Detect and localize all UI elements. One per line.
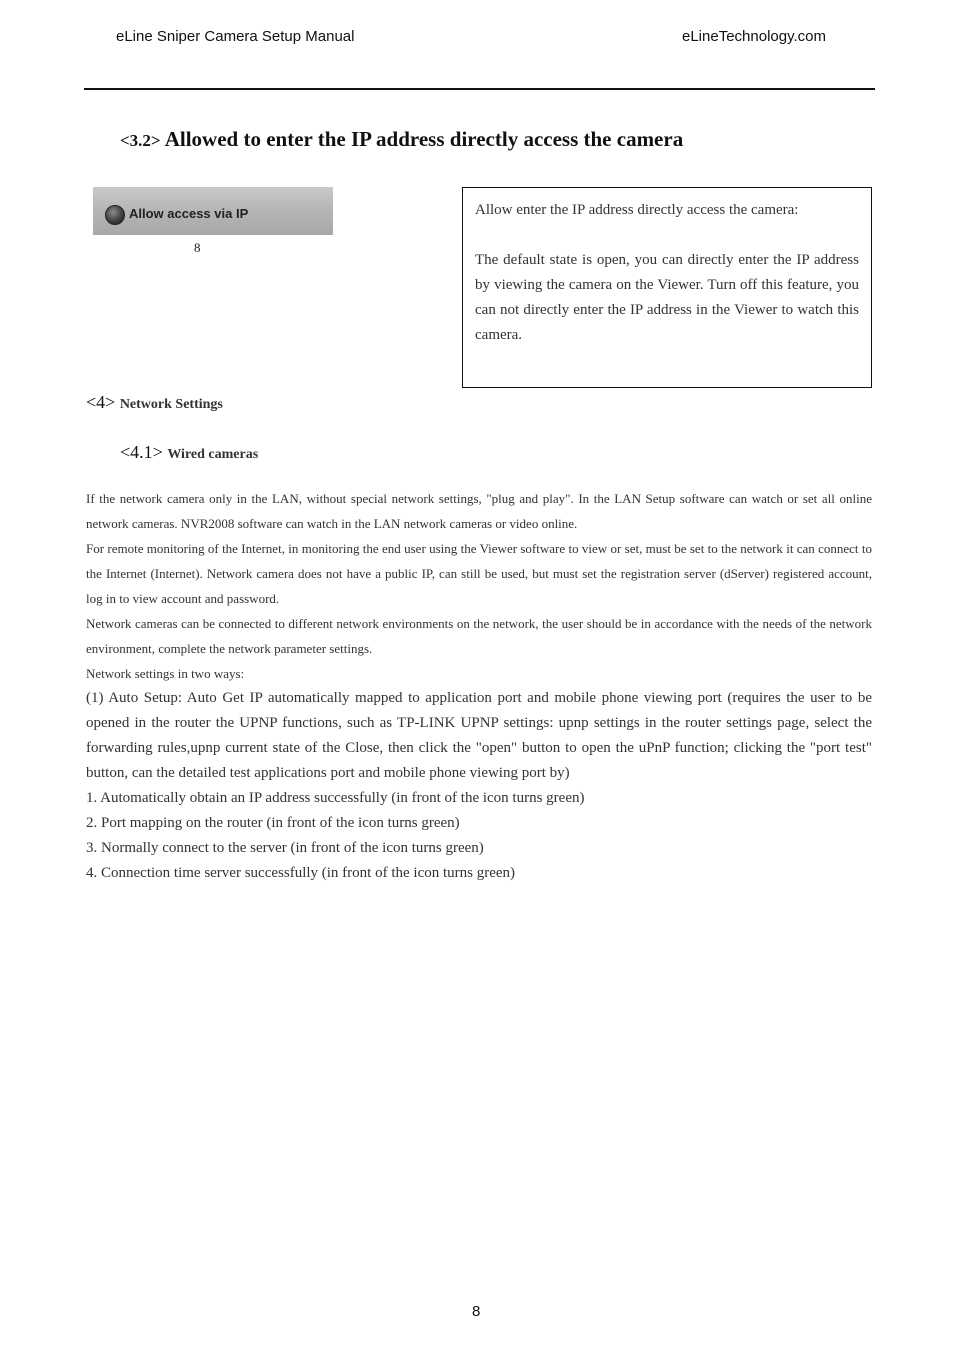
list-item: 1. Automatically obtain an IP address successfully (in front of the icon turns green)	[86, 790, 585, 806]
section-number: <4.1>	[120, 442, 163, 462]
info-box-line: Allow enter the IP address directly access the camera:	[475, 202, 799, 218]
section-number: <3.2>	[120, 131, 161, 150]
allow-access-label: Allow access via IP	[129, 206, 249, 221]
section-number: <4>	[86, 392, 116, 412]
list-item: 4. Connection time server successfully (in front of the icon turns green)	[86, 865, 516, 881]
header-divider	[84, 88, 875, 90]
body-paragraph: (1) Auto Setup: Auto Get IP automatically mapped to application port and mobile phone viewing port (requires the user to be opened in the router the UPNP functions, such as TP-LINK UPNP settings: upnp settings in the router settings page, select the forwarding rules,upnp current state of the Close, then click the "open" button to open the uPnP function; clicking the "port test" button, can the detailed test applications port and mobile phone viewing port by)	[86, 690, 872, 781]
header-website: eLineTechnology.com	[682, 28, 826, 45]
section-title: Network Settings	[119, 397, 223, 412]
info-box-paragraph: The default state is open, you can directly enter the IP address by viewing the camera on the Viewer. Turn off this feature, you can not directly enter the IP address in the Viewer to watch this camera.	[475, 252, 859, 343]
allow-access-screenshot	[93, 187, 333, 235]
body-paragraph: For remote monitoring of the Internet, in monitoring the end user using the Viewer software to view or set, must be set to the network it can connect to the Internet (Internet). Network camera does not have a public IP, can still be used, but must set the registration server (dServer) registered account, log in to view account and password.	[86, 541, 872, 606]
radio-dot-icon	[105, 205, 125, 225]
section-heading-3-2	[120, 127, 683, 152]
body-text	[86, 486, 872, 886]
section-heading-4-1	[120, 442, 258, 463]
list-item: 3. Normally connect to the server (in front of the icon turns green)	[86, 840, 484, 856]
section-title: Allowed to enter the IP address directly access the camera	[164, 127, 684, 151]
body-paragraph: If the network camera only in the LAN, without special network settings, "plug and play". In the LAN Setup software can watch or set all online network cameras. NVR2008 software can watch in the LAN network cameras or video online.	[86, 491, 872, 531]
page-number: 8	[472, 1303, 481, 1320]
body-paragraph: Network cameras can be connected to different network environments on the network, the user should be in accordance with the needs of the network environment, complete the network parameter settings.	[86, 616, 872, 656]
header-title: eLine Sniper Camera Setup Manual	[116, 28, 355, 45]
list-item: 2. Port mapping on the router (in front of the icon turns green)	[86, 815, 460, 831]
figure-caption: 8	[194, 240, 201, 255]
info-box	[462, 187, 872, 388]
section-title: Wired cameras	[167, 447, 259, 462]
body-paragraph: Network settings in two ways:	[86, 666, 245, 681]
section-heading-4	[86, 392, 223, 413]
